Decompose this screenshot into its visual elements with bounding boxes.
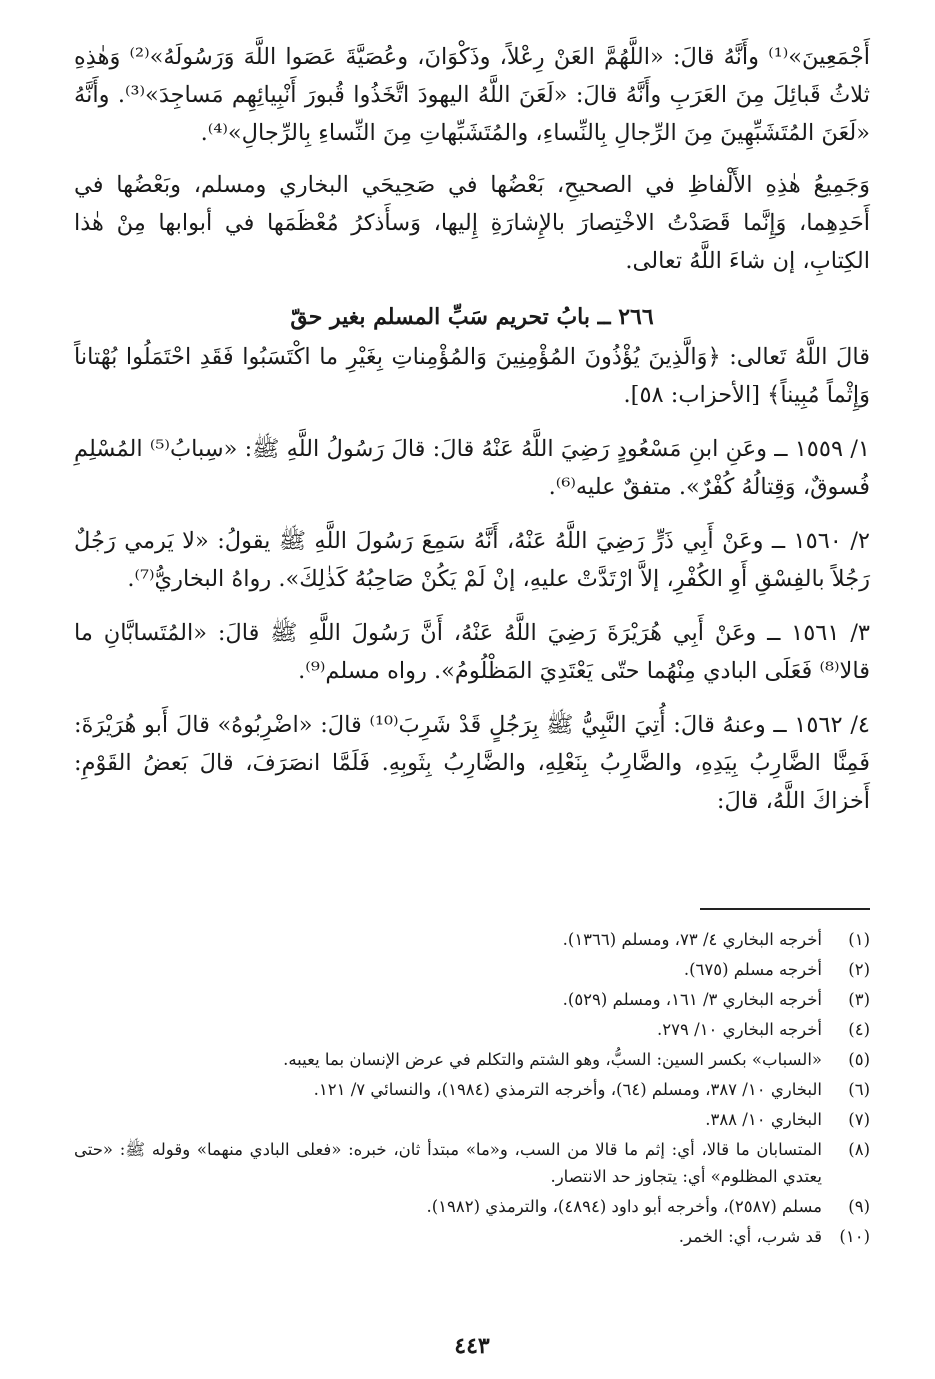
book-page [74,38,870,1358]
footnote-text: البخاري ١٠/ ٣٨٧، ومسلم (٦٤)، وأخرجه الترمذي (١٩٨٤)، والنسائي ٧/ ١٢١. [313,1080,822,1099]
footnote [74,1136,870,1190]
footnote-text: أخرجه البخاري ٣/ ١٦١، ومسلم (٥٢٩). [562,990,822,1009]
footnote-text: مسلم (٢٥٨٧)، وأخرجه أبو داود (٤٨٩٤)، والترمذي (١٩٨٢). [426,1197,822,1216]
hadith-1561: ٣/ ١٥٦١ ــ وعَنْ أَبِي هُرَيْرَةَ رَضِيَ اللَّهُ عَنْهُ، أَنَّ رَسُولَ اللَّهِ ﷺ قالَ: «المُتَسابَّانِ ما قالا⁽⁸⁾ فَعَلَى البادي مِنْهُما حتّى يَعْتَدِيَ المَظْلُومُ». رواه مسلم⁽⁹⁾. [74,620,870,684]
footnote [74,956,870,983]
footnote-number: (٧) [848,1110,870,1129]
footnote [74,1016,870,1043]
footnote-text: أخرجه مسلم (٦٧٥). [683,960,822,979]
footnote [74,1046,870,1073]
footnote [74,1223,870,1250]
footnote [74,1193,870,1220]
footnote-number: (٣) [848,990,870,1009]
chapter-title: ٢٦٦ ــ بابُ تحريم سَبِّ المسلم بغير حقّ [290,304,654,330]
footnotes [74,926,870,1253]
footnote-text: المتسابان ما قالا، أي: إثم ما قالا من السب، و«ما» مبتدأ ثان، خبره: «فعلى البادي منهما» وقوله ﷺ: «حتى يعتدي المظلوم» أي: يتجاوز حد الانتصار. [74,1140,822,1186]
footnote [74,926,870,953]
footnote-separator [700,908,870,910]
hadith-1559: ١/ ١٥٥٩ ــ وعَنِ ابنِ مَسْعُودٍ رَضِيَ اللَّهُ عَنْهُ قالَ: قالَ رَسُولُ اللَّهِ ﷺ: «سِبابُ⁽⁵⁾ المُسْلِمِ فُسوقٌ، وَقِتالُهُ كُفْرٌ». متفقٌ عليه⁽⁶⁾. [74,436,870,500]
footnote-text: قد شرب، أي: الخمر. [678,1227,822,1246]
hadith-1562: ٤/ ١٥٦٢ ــ وعنهُ قالَ: أُتِيَ النَّبِيُّ ﷺ بِرَجُلٍ قَدْ شَرِبَ⁽¹⁰⁾ قالَ: «اضْرِبُوهُ» قالَ أَبو هُرَيْرَةَ: فَمِنَّا الضَّارِبُ بِيَدِهِ، والضَّارِبُ بِنَعْلِهِ، والضَّارِبُ بِثَوبِهِ. فَلَمَّا انصَرَفَ، قالَ بَعضُ القَوْمِ: أَخزاكَ اللَّهُ، قالَ: [74,712,871,814]
footnote-number: (٥) [848,1050,870,1069]
footnote-number: (٤) [848,1020,870,1039]
footnote [74,1106,870,1133]
page-number: ٤٤٣ [454,1333,490,1359]
footnote-number: (١) [848,930,870,949]
footnote [74,986,870,1013]
footnote-text: «السباب» بكسر السين: السبُّ، وهو الشتم والتكلم في عرض الإنسان بما يعيبه. [283,1050,822,1069]
intro-paragraph-2: وَجَمِيعُ هٰذِهِ الأَلْفاظِ في الصحيحِ، بَعْضُها في صَحِيحَي البخاري ومسلم، وبَعْضُها في أَحَدِهِما، وَإِنَّما قَصَدْتُ الاخْتِصارَ بالإِشارَةِ إِليها، وَسأَذكرُ مُعْظَمَها في أبوابها مِنْ هٰذا الكِتابِ، إن شاءَ اللَّهُ تعالى. [74,172,870,274]
quran-verse: قالَ اللَّهُ تَعالى: ﴿وَالَّذِينَ يُؤْذُونَ المُؤْمِنِينَ وَالمُؤْمِناتِ بِغَيْرِ ما اكْتَسَبُوا فَقَدِ احْتَمَلُوا بُهْتاناً وَإِثْماً مُبِيناً﴾ [الأحزاب: ٥٨]. [74,344,870,408]
footnote-number: (٢) [848,960,870,979]
hadith-1560: ٢/ ١٥٦٠ ــ وعَنْ أَبِي ذَرٍّ رَضِيَ اللَّهُ عَنْهُ، أَنَّهُ سَمِعَ رَسُولَ اللَّهِ ﷺ يقولُ: «لا يَرمي رَجُلٌ رَجُلاً بالفِسْقِ أَوِ الكُفْرِ، إلاَّ ارْتَدَّتْ عليهِ، إنْ لَمْ يَكُنْ صَاحِبُهُ كَذٰلِكَ». رواهُ البخاريُّ⁽⁷⁾. [74,528,870,592]
footnote [74,1076,870,1103]
main-text [74,38,870,820]
footnote-number: (٨) [848,1140,870,1159]
footnote-number: (١٠) [839,1227,870,1246]
intro-paragraph-1: أَجْمَعِينَ»⁽¹⁾ وأَنَّهُ قالَ: «اللَّهُمَّ العَنْ رِعْلاً، وذَكْوَانَ، وعُصَيَّةَ عَصَوا اللَّهَ وَرَسُولَهُ»⁽²⁾ وَهٰذِهِ ثلاثُ قَبائِلَ مِنَ العَرَبِ وأَنَّهُ قالَ: «لَعَنَ اللَّهُ اليهودَ اتَّخَذُوا قُبورَ أَنْبِيائِهِم مَساجِدَ»⁽³⁾. وأَنَّهُ «لَعَنَ المُتَشَبِّهِينَ مِنَ الرِّجالِ بِالنِّساءِ، والمُتَشَبِّهاتِ مِنَ النِّساءِ بِالرِّجالِ»⁽⁴⁾. [74,44,870,146]
footnote-number: (٩) [848,1197,870,1216]
footnote-text: أخرجه البخاري ٤/ ٧٣، ومسلم (١٣٦٦). [562,930,822,949]
footnote-number: (٦) [848,1080,870,1099]
footnote-text: أخرجه البخاري ١٠/ ٢٧٩. [657,1020,822,1039]
footnote-text: البخاري ١٠/ ٣٨٨. [705,1110,822,1129]
